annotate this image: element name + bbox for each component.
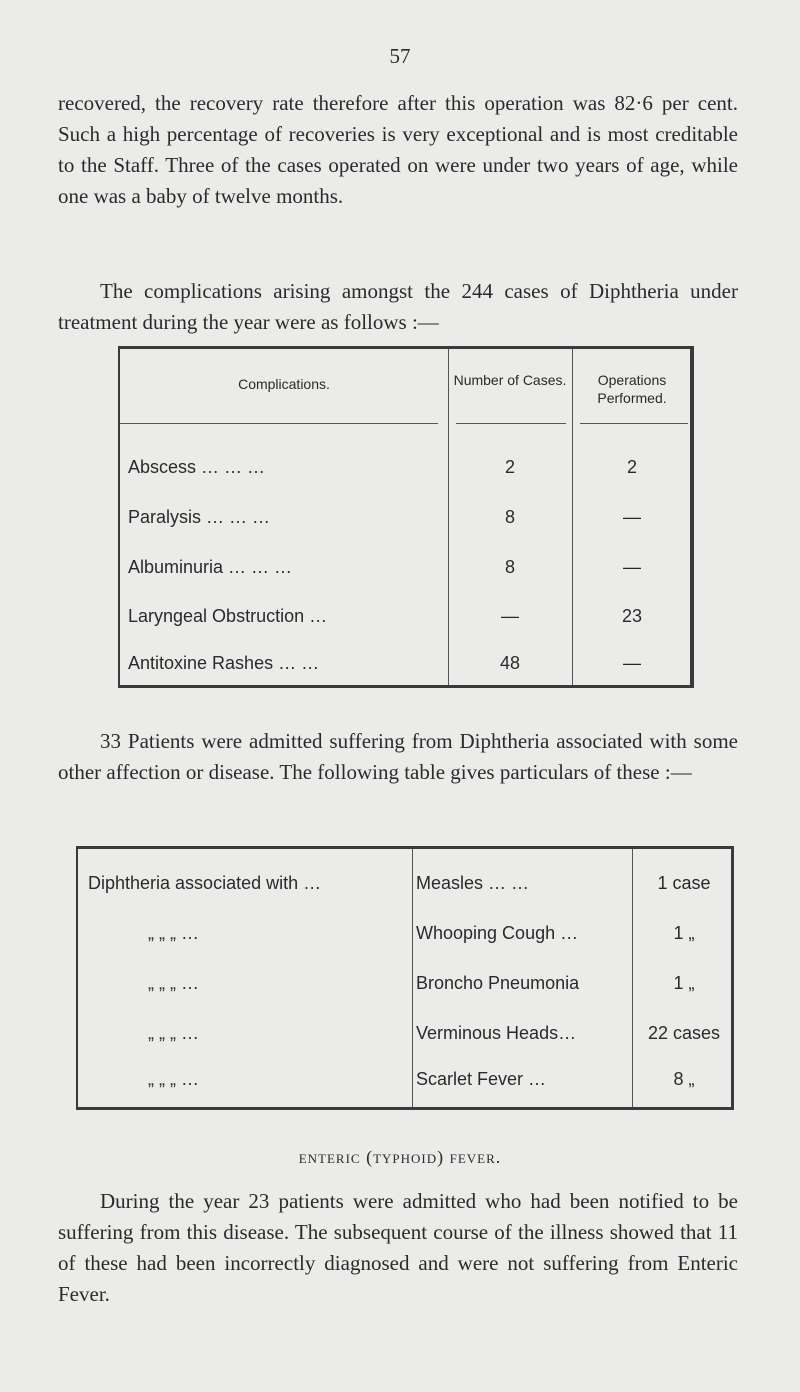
table-row [78, 873, 731, 903]
row-operations: — [623, 507, 641, 527]
table-row [120, 507, 692, 537]
row-disease: Whooping Cough … [416, 923, 579, 943]
table-row [78, 1069, 731, 1099]
table-rule [456, 423, 566, 424]
paragraph-complications-intro: The complications arising amongst the 244 cases of Diphtheria under treatment during the year were as follows :— [58, 279, 738, 334]
row-association: „ „ „ … [148, 973, 199, 993]
row-operations: 23 [621, 606, 643, 626]
row-operations: — [623, 653, 641, 673]
row-operations: — [623, 557, 641, 577]
complications-table [118, 346, 694, 688]
table-row [78, 923, 731, 953]
column-header-operations-performed: Operations Performed. [597, 372, 667, 406]
paragraph-associated-intro: 33 Patients were admitted suffering from Diphtheria associated with some other affection or disease. The following table gives particulars of these :— [58, 729, 738, 784]
row-label: Albuminuria … … … [128, 557, 293, 577]
paragraph-recovery-rate: recovered, the recovery rate therefore after this operation was 82·6 per cent. Such a high percentage of recoveries is very exceptional and is most creditable to the Staff. Three of the cases operated on were under two years of age, while one was a baby of twelve months. [58, 91, 738, 208]
row-operations: 2 [626, 457, 637, 477]
row-cases: 8 [504, 557, 515, 577]
table-row [120, 457, 692, 487]
row-association: Diphtheria associated with … [88, 873, 322, 893]
row-disease: Broncho Pneumonia [416, 973, 580, 993]
row-cases: — [501, 606, 519, 626]
table-row [78, 973, 731, 1003]
row-association: „ „ „ … [148, 923, 199, 943]
row-cases: 8 [504, 507, 515, 527]
row-count: 1 „ [673, 973, 695, 993]
table-rule [120, 423, 438, 424]
row-count: 1 „ [673, 923, 695, 943]
row-count: 1 case [657, 873, 711, 893]
table-rule [580, 423, 688, 424]
row-count: 22 cases [647, 1023, 721, 1043]
row-label: Paralysis … … … [128, 507, 271, 527]
row-disease: Scarlet Fever … [416, 1069, 547, 1089]
column-header-number-of-cases: Number of Cases. [453, 372, 567, 388]
table-row [78, 1023, 731, 1053]
row-association: „ „ „ … [148, 1023, 199, 1043]
row-cases: 48 [499, 653, 521, 673]
associated-diseases-table [76, 846, 734, 1110]
row-label: Laryngeal Obstruction … [128, 606, 328, 626]
row-disease: Measles … … [416, 873, 530, 893]
row-count: 8 „ [673, 1069, 695, 1089]
table-row [120, 606, 692, 636]
table-row [120, 557, 692, 587]
row-disease: Verminous Heads… [416, 1023, 577, 1043]
column-header-complications: Complications. [238, 376, 330, 392]
row-label: Abscess … … … [128, 457, 266, 477]
row-association: „ „ „ … [148, 1069, 199, 1089]
row-cases: 2 [504, 457, 515, 477]
section-heading: enteric (typhoid) fever. [298, 1147, 502, 1167]
paragraph-enteric-fever: During the year 23 patients were admitted who had been notified to be suffering from this disease. The subsequent course of the illness showed that 11 of these had been incorrectly diagnosed and were not suffering from Enteric Fever. [58, 1189, 738, 1306]
page-number: 57 [389, 44, 411, 68]
table-row [120, 653, 692, 683]
row-label: Antitoxine Rashes … … [128, 653, 320, 673]
